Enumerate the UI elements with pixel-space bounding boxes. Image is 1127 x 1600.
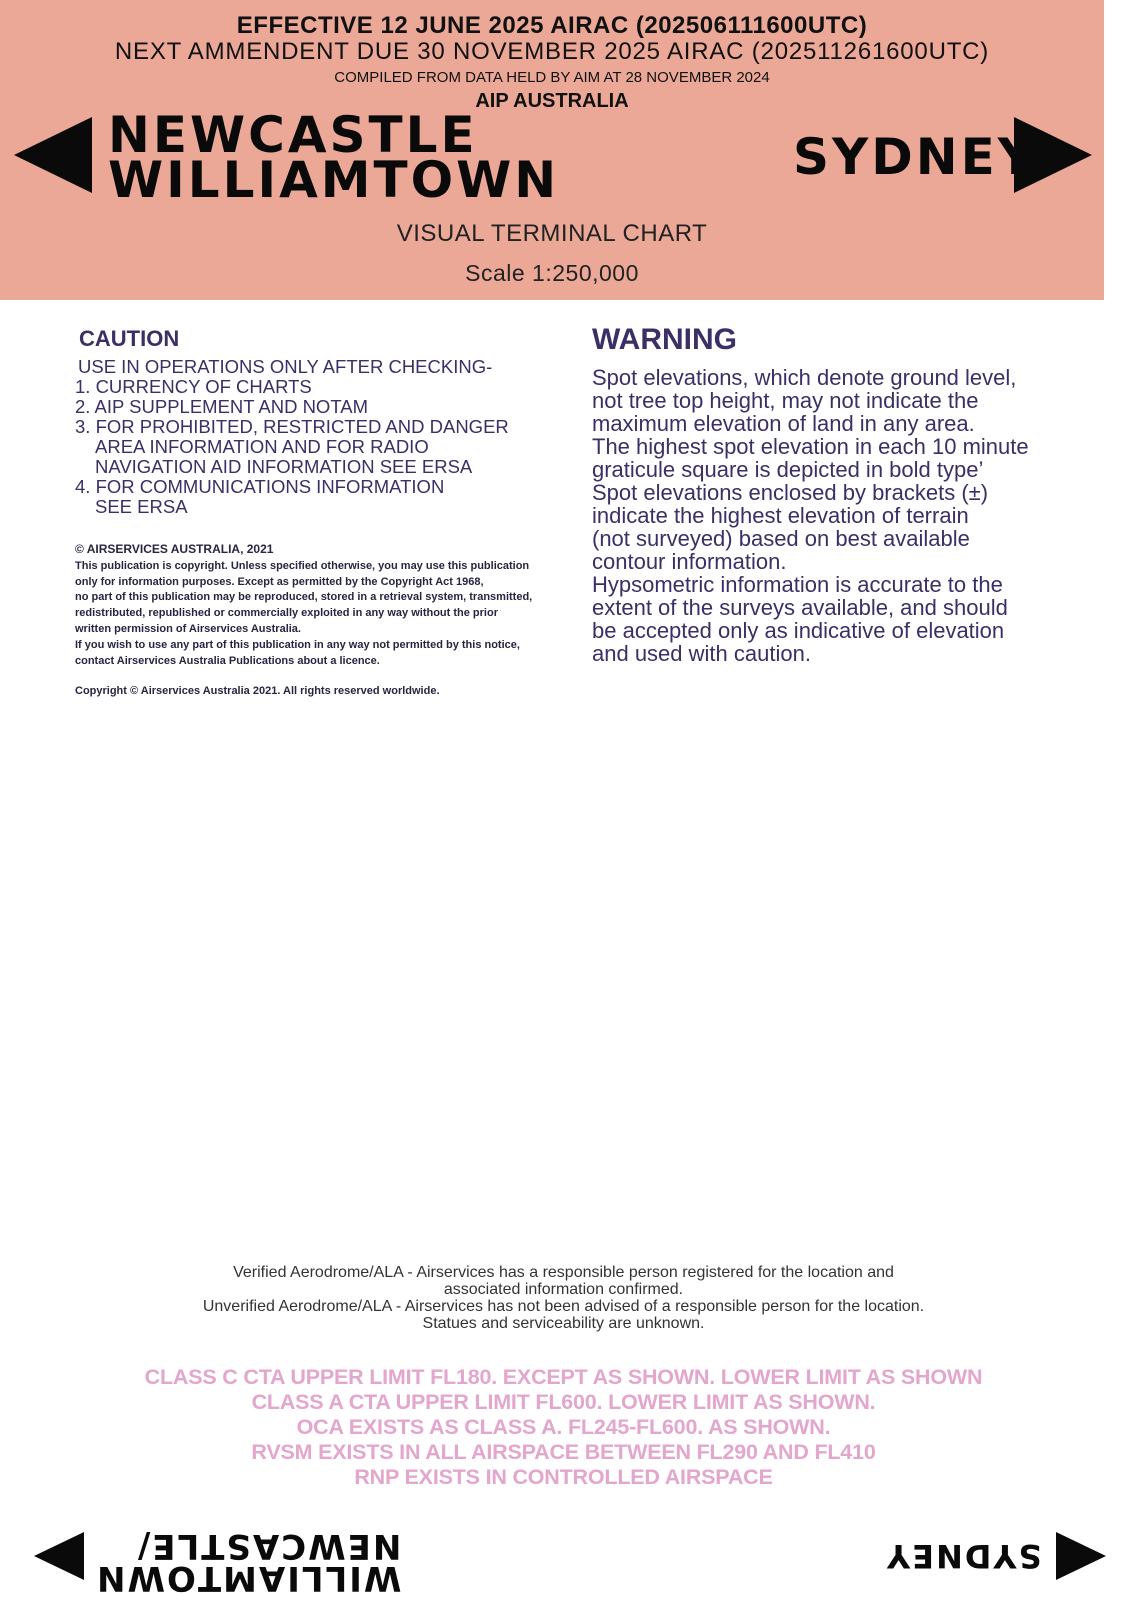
warning-block — [592, 366, 1029, 665]
copyright-line: contact Airservices Australia Publications about a licence. — [75, 654, 380, 667]
aerodrome-note: Verified Aerodrome/ALA - Airservices has a responsible person registered for the location and — [233, 1264, 894, 1281]
caution-line: 3. FOR PROHIBITED, RESTRICTED AND DANGER — [75, 416, 509, 437]
warning-line: and used with caution. — [592, 641, 811, 666]
left-arrow-icon — [34, 1532, 84, 1580]
copyright-notice — [75, 542, 565, 700]
warning-line: Hypsometric information is accurate to the — [592, 572, 1003, 597]
right-arrow-icon — [1014, 117, 1092, 193]
airspace-note: RNP EXISTS IN CONTROLLED AIRSPACE — [354, 1465, 773, 1489]
header-band — [0, 0, 1104, 300]
compiled-note: COMPILED FROM DATA HELD BY AIM AT 28 NOVEMBER 2024 — [334, 69, 770, 86]
caution-block — [75, 356, 509, 517]
adjacent-chart-left-line1: NEWCASTLE — [108, 106, 478, 164]
warning-line: contour information. — [592, 549, 787, 574]
warning-line: (not surveyed) based on best available — [592, 526, 970, 551]
warning-line: be accepted only as indicative of elevation — [592, 618, 1005, 643]
footer-adjacent-left — [95, 1526, 402, 1598]
caution-line: AREA INFORMATION AND FOR RADIO — [95, 436, 429, 457]
warning-line: not tree top height, may not indicate the — [592, 388, 979, 413]
publication-name: AIP AUSTRALIA — [475, 90, 629, 112]
page-margin — [1104, 0, 1127, 1600]
copyright-line: no part of this publication may be reproduced, stored in a retrieval system, transmitted, — [75, 591, 533, 604]
warning-line: maximum elevation of land in any area. — [592, 411, 975, 436]
caution-line: 4. FOR COMMUNICATIONS INFORMATION — [75, 476, 445, 497]
copyright-line: written permission of Airservices Australia. — [75, 622, 301, 635]
chart-scale: Scale 1:250,000 — [465, 260, 639, 286]
copyright-line: This publication is copyright. Unless specified otherwise, you may use this publication — [75, 559, 530, 572]
adjacent-chart-right: SYDNEY — [793, 128, 1037, 186]
copyright-line: If you wish to use any part of this publication in any way not permitted by this notice, — [75, 638, 520, 651]
right-arrow-icon — [1056, 1532, 1106, 1580]
warning-line: Spot elevations enclosed by brackets (±) — [592, 480, 989, 505]
warning-title: WARNING — [592, 323, 737, 356]
copyright-line: redistributed, republished or commercially exploited in any way without the prior — [75, 607, 498, 620]
caution-title: CAUTION — [79, 326, 180, 351]
airspace-note: CLASS A CTA UPPER LIMIT FL600. LOWER LIMIT AS SHOWN. — [251, 1390, 876, 1414]
airspace-note: OCA EXISTS AS CLASS A. FL245-FL600. AS SHOWN. — [296, 1415, 831, 1439]
warning-line: graticule square is depicted in bold type’ — [592, 457, 984, 482]
warning-line: The highest spot elevation in each 10 minute — [592, 434, 1029, 459]
caution-line: 2. AIP SUPPLEMENT AND NOTAM — [75, 396, 369, 417]
aerodrome-note: associated information confirmed. — [443, 1281, 684, 1298]
adjacent-chart-left-line2: WILLIAMTOWN — [108, 151, 560, 209]
footer-adjacent-left-line2: NEWCASTLE/ — [135, 1526, 402, 1566]
next-amendment: NEXT AMMENDENT DUE 30 NOVEMBER 2025 AIRAC (202511261600UTC) — [114, 38, 990, 65]
copyright-line: only for information purposes. Except as permitted by the Copyright Act 1968, — [75, 575, 484, 588]
warning-line: extent of the surveys available, and should — [592, 595, 1008, 620]
copyright-title: © AIRSERVICES AUSTRALIA, 2021 — [75, 542, 274, 556]
caution-intro: USE IN OPERATIONS ONLY AFTER CHECKING- — [78, 356, 493, 377]
chart-type: VISUAL TERMINAL CHART — [396, 220, 708, 247]
warning-line: Spot elevations, which denote ground level, — [592, 365, 1017, 390]
effective-date: EFFECTIVE 12 JUNE 2025 AIRAC (202506111600UTC) — [236, 12, 868, 39]
caution-line: 1. CURRENCY OF CHARTS — [75, 376, 312, 397]
caution-line: SEE ERSA — [95, 496, 188, 517]
caution-line: NAVIGATION AID INFORMATION SEE ERSA — [95, 456, 473, 477]
footer-adjacent-right: SYDNEY — [885, 1537, 1042, 1575]
footer-adjacent-left-line1: WILLIAMTOWN — [95, 1558, 402, 1598]
aerodrome-note: Statues and serviceability are unknown. — [422, 1315, 705, 1332]
copyright-footer: Copyright © Airservices Australia 2021. All rights reserved worldwide. — [75, 685, 440, 698]
left-arrow-icon — [14, 117, 92, 193]
airspace-note: CLASS C CTA UPPER LIMIT FL180. EXCEPT AS SHOWN. LOWER LIMIT AS SHOWN — [144, 1365, 983, 1389]
aerodrome-note: Unverified Aerodrome/ALA - Airservices has not been advised of a responsible person for the location. — [202, 1298, 925, 1315]
airspace-note: RVSM EXISTS IN ALL AIRSPACE BETWEEN FL290 AND FL410 — [251, 1440, 876, 1464]
warning-line: indicate the highest elevation of terrain — [592, 503, 969, 528]
